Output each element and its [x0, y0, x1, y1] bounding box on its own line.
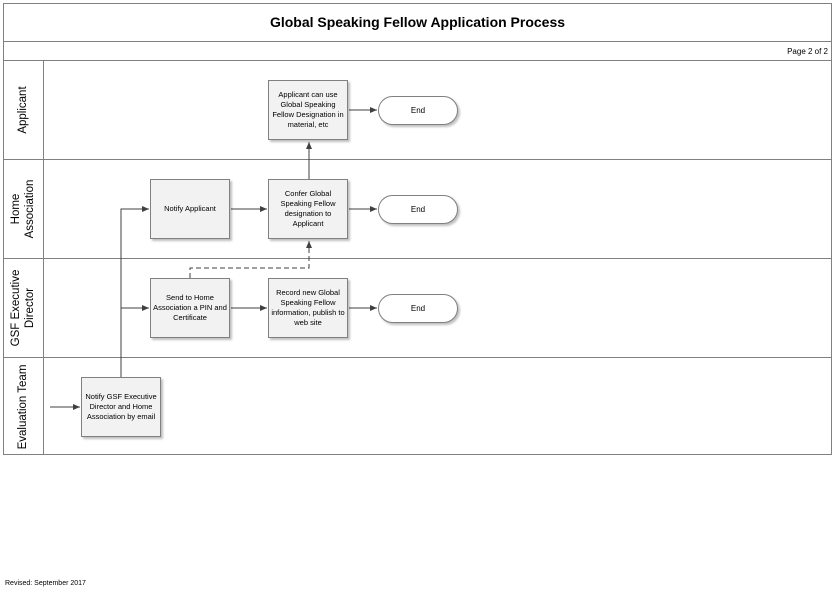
lane-label-gsf-executive-director: GSF Executive Director [3, 259, 44, 357]
end-terminator-director: End [378, 294, 458, 323]
end-terminator-home: End [378, 195, 458, 224]
end-terminator-applicant: End [378, 96, 458, 125]
step-send-pin: Send to Home Association a PIN and Certificate [150, 278, 230, 338]
step-notify-applicant: Notify Applicant [150, 179, 230, 239]
lane-label-home-association: Home Association [3, 160, 44, 258]
lane-label-evaluation-team: Evaluation Team [3, 358, 44, 455]
dashed-arrow-to-confer [190, 241, 309, 278]
arrow-to-notify-applicant [121, 209, 149, 377]
lane-label-applicant: Applicant [3, 61, 44, 159]
step-use-designation: Applicant can use Global Speaking Fellow Designation in material, etc [268, 80, 348, 140]
revision-note: Revised: September 2017 [5, 580, 86, 587]
diagram-title: Global Speaking Fellow Application Process [3, 3, 832, 42]
step-confer-designation: Confer Global Speaking Fellow designation to Applicant [268, 179, 348, 239]
page-number: Page 2 of 2 [3, 42, 832, 61]
step-record-info: Record new Global Speaking Fellow information, publish to web site [268, 278, 348, 338]
step-notify-gsf: Notify GSF Executive Director and Home Association by email [81, 377, 161, 437]
